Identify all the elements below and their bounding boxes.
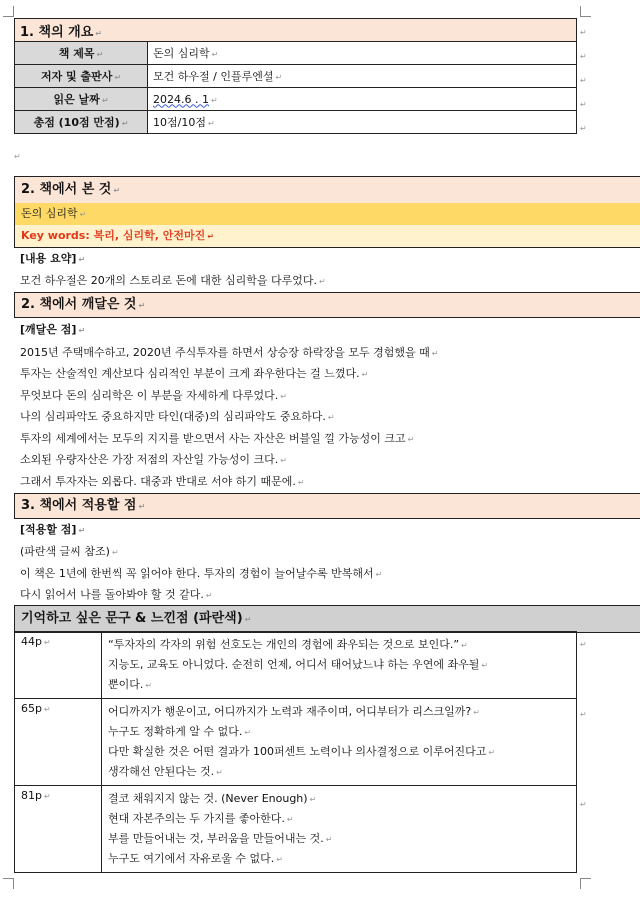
quotes-table [14, 631, 577, 873]
quote-text: “투자자의 각자의 위험 선호도는 개인의 경험에 좌우되는 것으로 보인다.” ↵ 지능도, 교육도 아니었다. 순전히 언제, 어디서 태어났느냐 하는 우연에 좌우될 ↵ 뿐이다. ↵ [102, 632, 577, 699]
summary-label: [내용 요약] ↵ [20, 252, 86, 265]
realized-line: 그래서 투자자는 외롭다. 대중과 반대로 서야 하기 때문에. ↵ [20, 475, 305, 488]
book-title-value[interactable]: 돈의 심리학 ↵ [148, 42, 577, 65]
apply-line: 이 책은 1년에 한번씩 꼭 읽어야 한다. 투자의 경험이 늘어날수록 반복해서 ↵ [20, 567, 383, 580]
score-label: 총점 (10점 만점) ↵ [15, 111, 148, 134]
realized-header: 2. 책에서 깨달은 것 ↵ [14, 292, 640, 318]
realized-line: 나의 심리파악도 중요하지만 타인(대중)의 심리파악도 중요하다. ↵ [20, 410, 335, 423]
overview-table [14, 18, 577, 134]
read-date-value[interactable]: 2024.6 . 1 ↵ [148, 88, 577, 111]
book-title-label: 책 제목 ↵ [15, 42, 148, 65]
overview-header: 1. 책의 개요 ↵ [15, 19, 577, 42]
quote-page: 81p ↵ [15, 786, 102, 873]
author-publisher-value[interactable]: 모건 하우절 / 인플루엔셜 ↵ [148, 65, 577, 88]
crop-mark-bottom-right [580, 878, 591, 889]
realized-line: 투자는 산술적인 계산보다 심리적인 부분이 크게 좌우한다는 걸 느꼈다. ↵ [20, 367, 369, 380]
apply-header: 3. 책에서 적용할 점 ↵ [14, 493, 640, 519]
read-date-label: 읽은 날짜 ↵ [15, 88, 148, 111]
realized-line: 무엇보다 돈의 심리학은 이 부분을 자세하게 다루었다. ↵ [20, 389, 287, 402]
quote-row [15, 699, 577, 786]
crop-mark-top-left [3, 6, 14, 17]
crop-mark-bottom-left [3, 878, 14, 889]
quote-page: 65p ↵ [15, 699, 102, 786]
seen-header: 2. 책에서 본 것 ↵ [14, 176, 640, 204]
seen-title-bar: 돈의 심리학 ↵ [14, 203, 640, 226]
realized-line: 2015년 주택매수하고, 2020년 주식투자를 하면서 상승장 하락장을 모두 경험했을 때 ↵ [20, 346, 439, 359]
keywords-bar: Key words: 복리, 심리학, 안전마진 ↵ [14, 225, 640, 248]
apply-label: [적용할 점] ↵ [20, 523, 86, 536]
apply-line: 다시 읽어서 나를 돌아봐야 할 것 같다. ↵ [20, 588, 213, 601]
apply-line: (파란색 글씨 참조) ↵ [20, 545, 119, 558]
author-publisher-label: 저자 및 출판사 ↵ [15, 65, 148, 88]
score-value[interactable]: 10점/10점 ↵ [148, 111, 577, 134]
realized-label: [깨달은 점] ↵ [20, 323, 86, 336]
summary-text: 모건 하우절은 20개의 스토리로 돈에 대한 심리학을 다루었다. ↵ [20, 274, 326, 287]
quotes-header: 기억하고 싶은 문구 & 느낀점 (파란색) ↵ [14, 605, 640, 633]
quote-text: 어디까지가 행운이고, 어디까지가 노력과 재주이며, 어디부터가 리스크일까? ↵ 누구도 정확하게 알 수 없다. ↵ 다만 확실한 것은 어떤 결과가 100퍼센트 노력이나 의사결정으로 이루어진다고 ↵ 생각해선 안된다는 것. ↵ [102, 699, 577, 786]
quote-row [15, 632, 577, 699]
quote-row [15, 786, 577, 873]
realized-line: 투자의 세계에서는 모두의 지지를 받으면서 사는 자산은 버블일 낄 가능성이 크고 ↵ [20, 432, 415, 445]
realized-line: 소외된 우량자산은 가장 저점의 자산일 가능성이 크다. ↵ [20, 453, 287, 466]
quote-text: 결코 채워지지 않는 것. (Never Enough) ↵ 현대 자본주의는 두 가지를 좋아한다. ↵ 부를 만들어내는 것, 부러움을 만들어내는 것. ↵ 누구도 여기에서 자유로울 수 없다. ↵ [102, 786, 577, 873]
quote-page: 44p ↵ [15, 632, 102, 699]
crop-mark-top-right [580, 6, 591, 17]
